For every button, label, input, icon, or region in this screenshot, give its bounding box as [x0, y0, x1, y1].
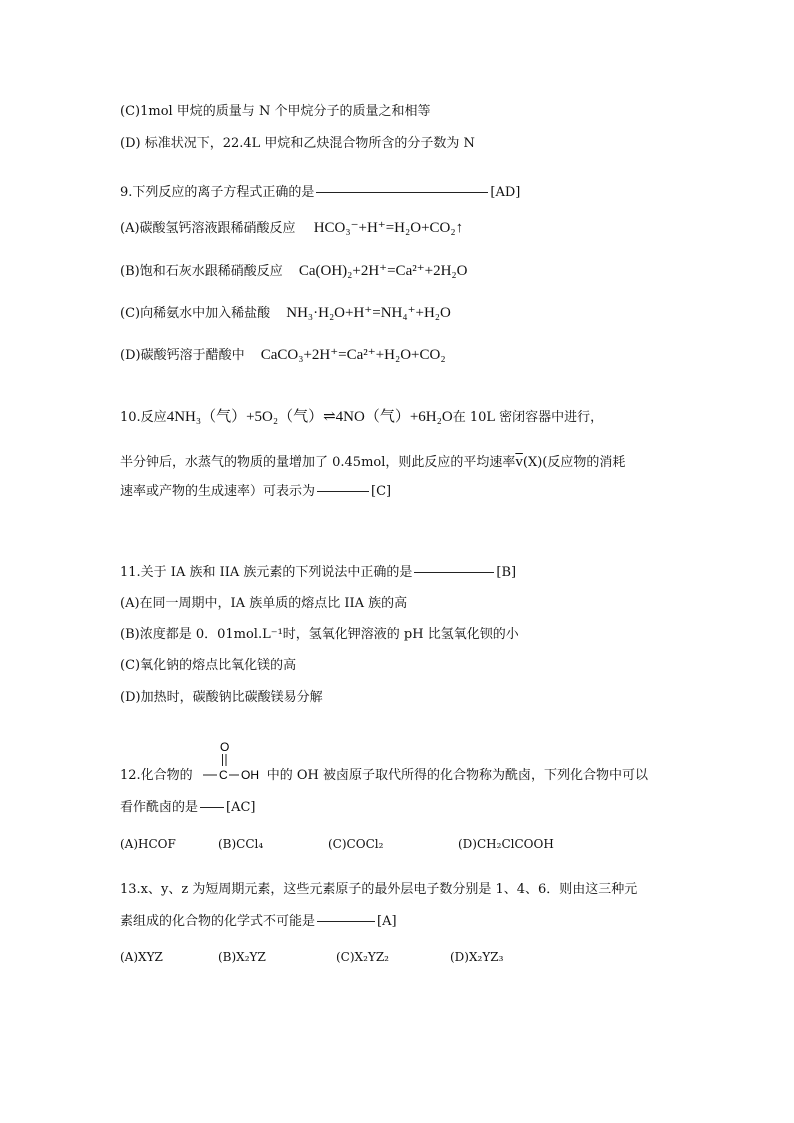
q9-option-c	[120, 303, 451, 324]
q9-option-formula: HCO₃⁻+H⁺=H₂O+CO₂↑	[313, 220, 464, 236]
q13-option-b: (B)X₂YZ	[218, 950, 266, 964]
q12-line2: 看作酰卤的是	[120, 800, 199, 815]
q10-suffix: 在 10L 密闭容器中进行，	[452, 410, 604, 425]
q13-option-d: (D)X₂YZ₃	[450, 950, 504, 964]
q10-prefix: 10.反应	[120, 410, 167, 425]
carbon-atom: C	[219, 768, 228, 782]
q13-line-2	[120, 912, 397, 932]
q10-equation: 4NH₃（气）+5O₂（气）⇌4NO（气）+6H₂O	[166, 409, 453, 425]
q10-line-3	[120, 482, 391, 502]
q9-option-label: (B)饱和石灰水跟稀硝酸反应	[120, 264, 283, 279]
q9-option-b	[120, 261, 468, 282]
q9-answer: [AD]	[490, 185, 521, 200]
answer-rule	[200, 807, 224, 808]
q9-option-a	[120, 218, 463, 239]
q13-line-1: 13.x、y、z 为短周期元素，这些元素原子的最外层电子数分别是 1、4、6．则由这三种元	[120, 882, 638, 897]
q9-stem-line	[120, 183, 520, 203]
q12-option-c: (C)COCl₂	[328, 837, 384, 851]
q13-answer: [A]	[377, 914, 397, 929]
q12-prefix: 12.化合物的	[120, 768, 193, 783]
q12-option-a: (A)HCOF	[120, 837, 176, 851]
q13-option-a: (A)XYZ	[120, 950, 163, 964]
q13-options	[120, 947, 503, 967]
q9-option-formula: NH₃·H₂O+H⁺=NH₄⁺+H₂O	[286, 305, 451, 321]
q10-line-2	[120, 452, 625, 473]
q10-line2b: (X)(反应物的消耗	[522, 455, 626, 470]
q12-line-1	[120, 766, 648, 786]
q11-option-c: (C)氧化钠的熔点比氧化镁的高	[120, 658, 297, 673]
answer-rule	[316, 192, 488, 193]
q13-option-c: (C)X₂YZ₂	[336, 950, 389, 964]
q12-options	[120, 834, 554, 854]
q9-option-d	[120, 345, 446, 366]
q10-answer: [C]	[371, 484, 392, 499]
q9-option-label: (D)碳酸钙溶于醋酸中	[120, 348, 245, 363]
q12-option-b: (B)CCl₄	[218, 837, 264, 851]
q11-option-a: (A)在同一周期中，IA 族单质的熔点比 IIA 族的高	[120, 596, 408, 611]
answer-rule	[317, 921, 375, 922]
q10-line3: 速率或产物的生成速率）可表示为	[120, 484, 316, 499]
q10-line-1	[120, 407, 603, 428]
answer-rule	[414, 572, 494, 573]
q9-option-label: (A)碳酸氢钙溶液跟稀硝酸反应	[120, 221, 296, 236]
q12-line-2	[120, 798, 256, 818]
q9-option-formula: Ca(OH)₂+2H⁺=Ca²⁺+2H₂O	[298, 263, 468, 279]
q12-answer: [AC]	[226, 800, 256, 815]
q10-rate-symbol: $\overline{v}$	[515, 454, 523, 470]
answer-rule	[317, 491, 369, 492]
q10-line2a: 半分钟后，水蒸气的物质的量增加了 0.45mol，则此反应的平均速率	[120, 455, 516, 470]
q9-stem: 9.下列反应的离子方程式正确的是	[120, 185, 315, 200]
q11-stem: 11.关于 IA 族和 IIA 族元素的下列说法中正确的是	[120, 565, 413, 580]
carbonyl-oxygen: O	[220, 740, 230, 754]
q11-option-b: (B)浓度都是 0．01mol.L⁻¹时，氢氧化钾溶液的 pH 比氢氧化钡的小	[120, 627, 519, 642]
q8-option-d: (D) 标准状况下，22.4L 甲烷和乙炔混合物所含的分子数为 N	[120, 136, 475, 151]
q12-option-d: (D)CH₂ClCOOH	[458, 837, 554, 851]
q11-stem-line	[120, 563, 516, 583]
q9-option-formula: CaCO₃+2H⁺=Ca²⁺+H₂O+CO₂	[260, 347, 446, 363]
q11-answer: [B]	[496, 565, 517, 580]
q12-suffix: 中的 OH 被卤原子取代所得的化合物称为酰卤，下列化合物中可以	[266, 768, 648, 783]
q9-option-label: (C)向稀氨水中加入稀盐酸	[120, 306, 271, 321]
q13-line2: 素组成的化合物的化学式不可能是	[120, 914, 316, 929]
q11-option-d: (D)加热时，碳酸钠比碳酸镁易分解	[120, 690, 323, 705]
q8-option-c: (C)1mol 甲烷的质量与 N 个甲烷分子的质量之和相等	[120, 104, 431, 119]
hydroxyl-group: OH	[241, 768, 259, 782]
